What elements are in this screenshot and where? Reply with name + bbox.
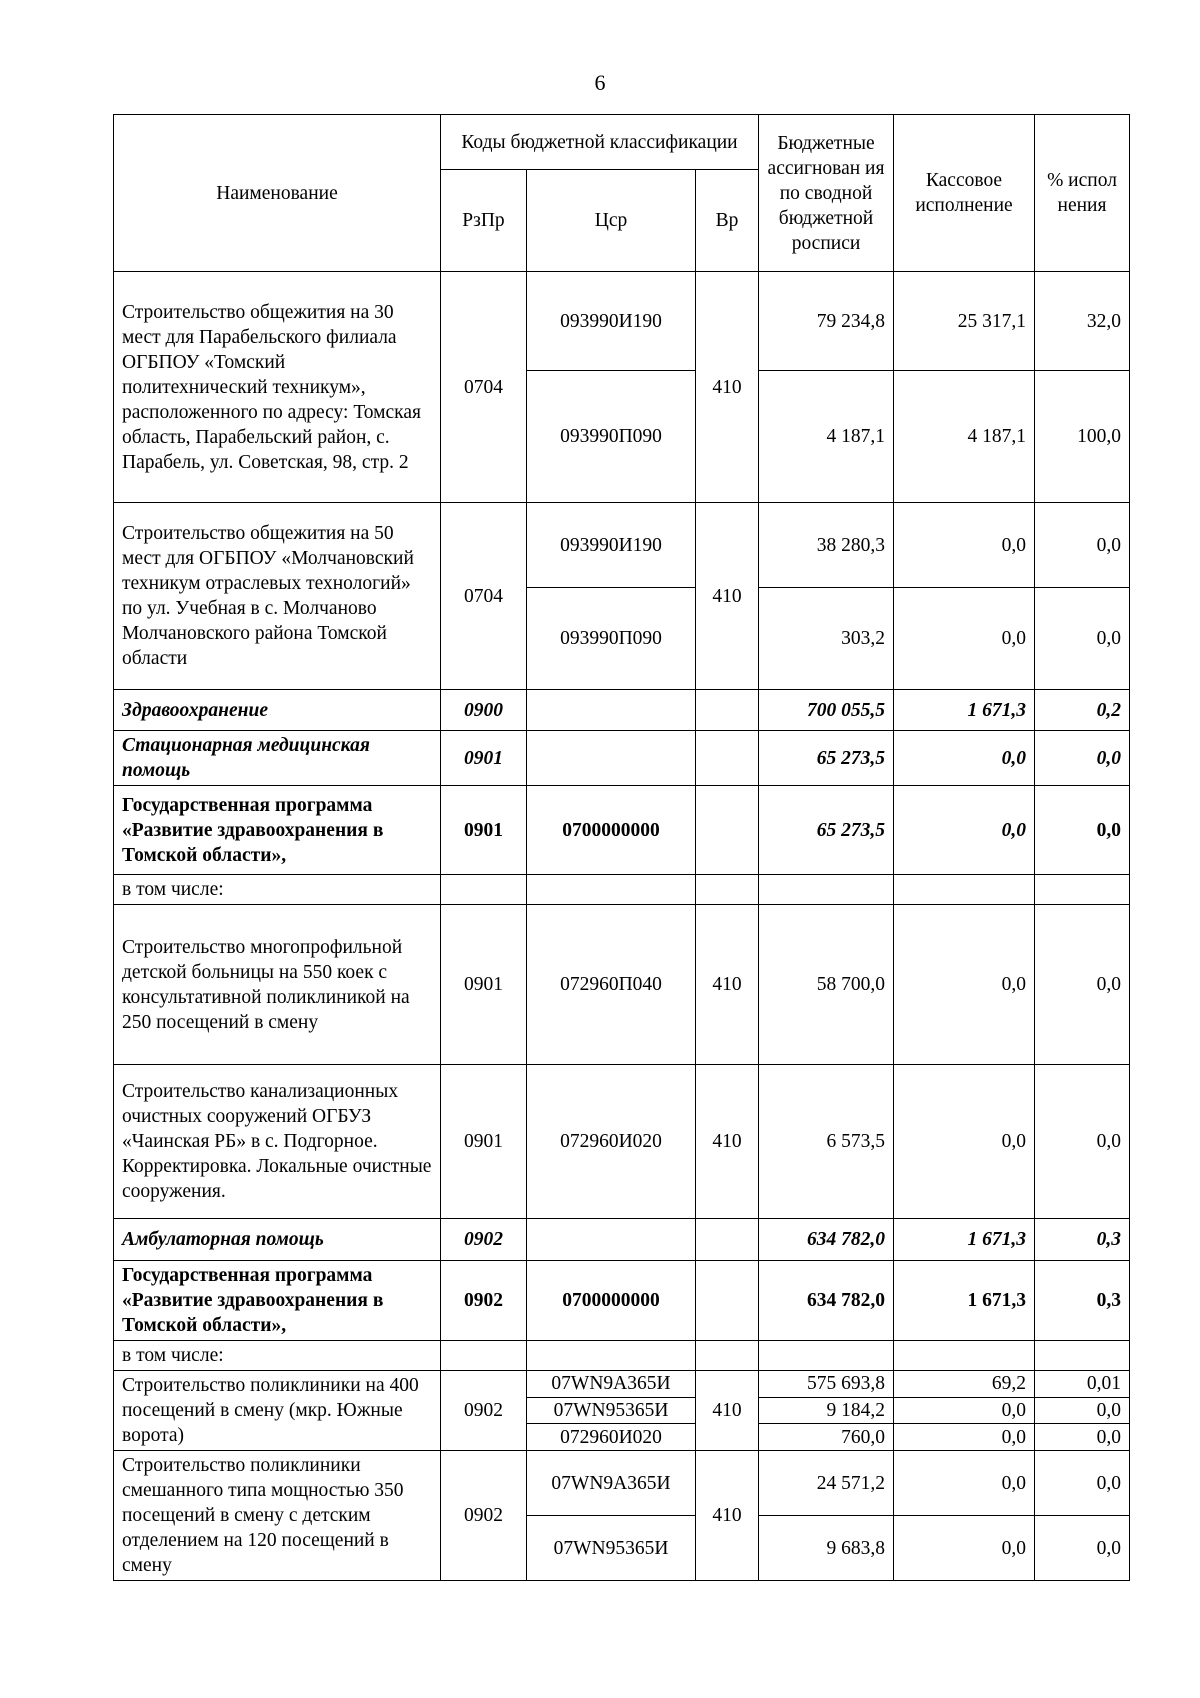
row-cash: 1 671,3 (894, 1261, 1035, 1341)
row-vr (696, 690, 759, 731)
row-cash: 0,0 (894, 503, 1035, 588)
row-name: Государственная программа «Развитие здравоохранения в Томской области», (114, 1261, 441, 1341)
row-csr (527, 1219, 696, 1261)
table-row (114, 503, 1130, 588)
table-row (114, 1065, 1130, 1219)
header-name: Наименование (114, 115, 441, 272)
row-csr: 072960И020 (527, 1424, 696, 1451)
row-csr: 093990И190 (527, 272, 696, 371)
row-name: Амбулаторная помощь (114, 1219, 441, 1261)
header-pct: % испол нения (1035, 115, 1130, 272)
row-pct: 0,0 (1035, 731, 1130, 786)
row-name: Строительство многопрофильной детской больницы на 550 коек с консультативной поликлиникой на 250 посещений в смену (114, 905, 441, 1065)
table-row (114, 1371, 1130, 1398)
row-pct: 0,0 (1035, 1451, 1130, 1516)
row-alloc: 760,0 (759, 1424, 894, 1451)
row-csr: 072960И020 (527, 1065, 696, 1219)
row-rzpr: 0901 (441, 1065, 527, 1219)
row-pct: 0,0 (1035, 1065, 1130, 1219)
row-alloc: 9 184,2 (759, 1397, 894, 1424)
row-rzpr: 0902 (441, 1371, 527, 1451)
row-vr (696, 731, 759, 786)
header-rzpr: РзПр (441, 170, 527, 272)
row-csr: 093990И190 (527, 503, 696, 588)
budget-table (113, 114, 1130, 1581)
header-csr: Цср (527, 170, 696, 272)
row-alloc: 634 782,0 (759, 1219, 894, 1261)
row-cash: 1 671,3 (894, 690, 1035, 731)
row-alloc: 303,2 (759, 588, 894, 690)
row-csr: 0700000000 (527, 786, 696, 875)
row-vr: 410 (696, 1451, 759, 1581)
row-rzpr: 0704 (441, 272, 527, 503)
row-alloc: 58 700,0 (759, 905, 894, 1065)
row-vr: 410 (696, 272, 759, 503)
row-alloc: 4 187,1 (759, 371, 894, 503)
table-row (114, 1261, 1130, 1341)
row-csr: 093990П090 (527, 588, 696, 690)
row-cash: 0,0 (894, 1516, 1035, 1581)
row-pct: 0,3 (1035, 1261, 1130, 1341)
row-vr: 410 (696, 1371, 759, 1451)
row-pct: 0,0 (1035, 1516, 1130, 1581)
row-rzpr: 0901 (441, 786, 527, 875)
row-rzpr: 0902 (441, 1261, 527, 1341)
row-cash: 69,2 (894, 1371, 1035, 1398)
row-pct: 100,0 (1035, 371, 1130, 503)
row-vr: 410 (696, 503, 759, 690)
header-vr: Вр (696, 170, 759, 272)
row-pct: 0,0 (1035, 905, 1130, 1065)
row-pct: 32,0 (1035, 272, 1130, 371)
row-vr: 410 (696, 1065, 759, 1219)
row-cash: 0,0 (894, 786, 1035, 875)
table-row (114, 731, 1130, 786)
row-name: Государственная программа «Развитие здравоохранения в Томской области», (114, 786, 441, 875)
row-vr (696, 1219, 759, 1261)
row-pct: 0,0 (1035, 786, 1130, 875)
row-rzpr: 0902 (441, 1219, 527, 1261)
row-csr: 07WN95365И (527, 1397, 696, 1424)
table-row (114, 905, 1130, 1065)
row-rzpr: 0704 (441, 503, 527, 690)
row-rzpr: 0901 (441, 731, 527, 786)
table-row (114, 1219, 1130, 1261)
row-name: в том числе: (114, 1341, 441, 1371)
row-vr (696, 1261, 759, 1341)
row-alloc: 79 234,8 (759, 272, 894, 371)
header-allocations: Бюджетные ассигнован ия по сводной бюджетной росписи (759, 115, 894, 272)
row-pct: 0,3 (1035, 1219, 1130, 1261)
row-alloc: 65 273,5 (759, 786, 894, 875)
table-row (114, 786, 1130, 875)
header-row (114, 115, 1130, 170)
row-csr: 093990П090 (527, 371, 696, 503)
table-row (114, 690, 1130, 731)
row-pct: 0,0 (1035, 503, 1130, 588)
table-row (114, 1341, 1130, 1371)
row-pct: 0,0 (1035, 1397, 1130, 1424)
row-vr: 410 (696, 905, 759, 1065)
table-row (114, 1451, 1130, 1516)
row-cash: 1 671,3 (894, 1219, 1035, 1261)
header-cash: Кассовое исполнение (894, 115, 1035, 272)
row-csr: 072960П040 (527, 905, 696, 1065)
row-alloc: 634 782,0 (759, 1261, 894, 1341)
row-name: Здравоохранение (114, 690, 441, 731)
row-cash: 0,0 (894, 905, 1035, 1065)
row-alloc: 700 055,5 (759, 690, 894, 731)
row-vr (696, 786, 759, 875)
row-alloc: 24 571,2 (759, 1451, 894, 1516)
row-name: Строительство поликлиники на 400 посещений в смену (мкр. Южные ворота) (114, 1371, 441, 1451)
row-pct: 0,0 (1035, 588, 1130, 690)
row-cash: 0,0 (894, 1424, 1035, 1451)
row-pct: 0,01 (1035, 1371, 1130, 1398)
row-csr: 07WN95365И (527, 1516, 696, 1581)
row-rzpr: 0901 (441, 905, 527, 1065)
row-csr: 07WN9А365И (527, 1451, 696, 1516)
row-alloc: 9 683,8 (759, 1516, 894, 1581)
row-name: Строительство канализационных очистных сооружений ОГБУЗ «Чаинская РБ» в с. Подгорное. Корректировка. Локальные очистные сооружения. (114, 1065, 441, 1219)
row-csr: 07WN9А365И (527, 1371, 696, 1398)
row-cash: 0,0 (894, 1065, 1035, 1219)
row-rzpr: 0900 (441, 690, 527, 731)
row-cash: 0,0 (894, 1451, 1035, 1516)
row-alloc: 6 573,5 (759, 1065, 894, 1219)
row-name: Строительство поликлиники смешанного типа мощностью 350 посещений в смену с детским отделением на 120 посещений в смену (114, 1451, 441, 1581)
table-row (114, 875, 1130, 905)
row-csr (527, 731, 696, 786)
page-number: 6 (594, 70, 606, 95)
row-alloc: 38 280,3 (759, 503, 894, 588)
row-name: Строительство общежития на 50 мест для ОГБПОУ «Молчановский техникум отраслевых технологий» по ул. Учебная в с. Молчаново Молчановского района Томской области (114, 503, 441, 690)
row-cash: 25 317,1 (894, 272, 1035, 371)
row-name: Строительство общежития на 30 мест для Парабельского филиала ОГБПОУ «Томский политехнический техникум», расположенного по адресу: Томская область, Парабельский район, с. Парабель, ул. Советская, 98, стр. 2 (114, 272, 441, 503)
header-codes-group: Коды бюджетной классификации (441, 115, 759, 170)
row-cash: 4 187,1 (894, 371, 1035, 503)
row-cash: 0,0 (894, 731, 1035, 786)
row-name: Стационарная медицинская помощь (114, 731, 441, 786)
row-csr: 0700000000 (527, 1261, 696, 1341)
row-cash: 0,0 (894, 588, 1035, 690)
row-pct: 0,0 (1035, 1424, 1130, 1451)
row-cash: 0,0 (894, 1397, 1035, 1424)
row-csr (527, 690, 696, 731)
row-name: в том числе: (114, 875, 441, 905)
row-alloc: 575 693,8 (759, 1371, 894, 1398)
row-alloc: 65 273,5 (759, 731, 894, 786)
row-rzpr: 0902 (441, 1451, 527, 1581)
table-row (114, 272, 1130, 371)
row-pct: 0,2 (1035, 690, 1130, 731)
